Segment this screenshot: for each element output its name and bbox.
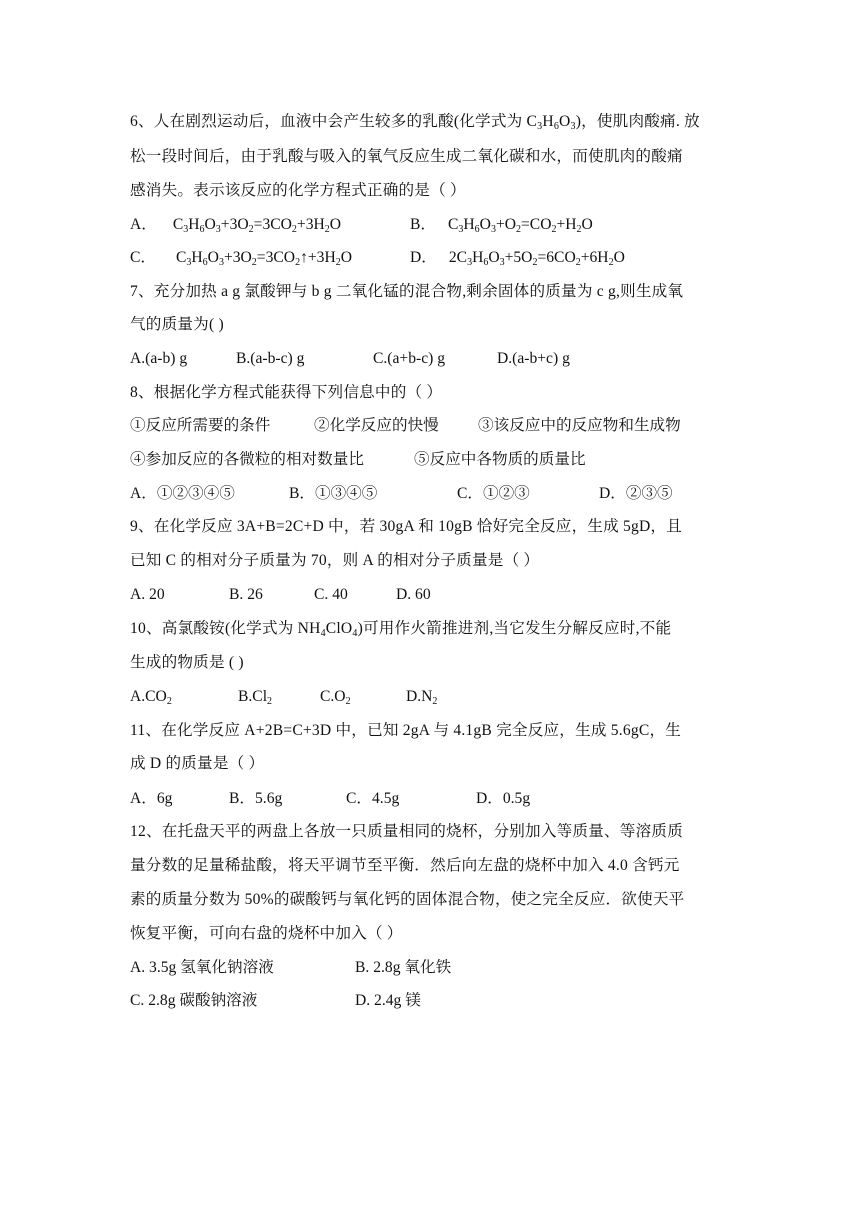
q6-stem-line1: 6、人在剧烈运动后，血液中会产生较多的乳酸(化学式为 $C_3H_6O_3$)，使肌肉酸痛. 放 xyxy=(130,113,700,132)
q10-option-a: $A.CO_2$ xyxy=(130,688,172,707)
q10-option-d: $D.N_2$ xyxy=(406,688,438,707)
q10-option-b: $B.Cl_2$ xyxy=(238,688,273,707)
q7-stem-line1: 7、充分加热 a g 氯酸钾与 b g 二氧化锰的混合物,剩余固体的质量为 c g,则生成氧 xyxy=(130,283,684,300)
q8-option-a: A．①②③④⑤ xyxy=(130,485,235,502)
q10-stem-line2: 生成的物质是 ( ) xyxy=(130,654,244,671)
q8-option-b: B．①③④⑤ xyxy=(289,485,378,502)
q11-option-d: D．0.5g xyxy=(476,790,531,807)
q10-stem-line1: 10、高氯酸铵(化学式为 $NH_4ClO_4$)可用作火箭推进剂,当它发生分解反应时,不能 xyxy=(130,620,672,639)
q7-option-d: D.(a-b+c) g xyxy=(497,350,570,367)
q9-option-c: C. 40 xyxy=(314,586,348,603)
q12-stem-line1: 12、在托盘天平的两盘上各放一只质量相同的烧杯，分别加入等质量、等溶质质 xyxy=(130,823,683,840)
q8-item-1: ①反应所需要的条件 xyxy=(130,417,271,434)
q12-option-d: D. 2.4g 镁 xyxy=(355,992,421,1009)
q12-option-b: B. 2.8g 氧化铁 xyxy=(355,959,452,976)
q6-option-c: C． $C_3H_6O_3+3O_2=3CO_2↑+3H_2O$ xyxy=(130,249,352,268)
q12-stem-line4: 恢复平衡，可向右盘的烧杯中加入（ ） xyxy=(130,925,403,942)
q8-item-4: ④参加反应的各微粒的相对数量比 xyxy=(130,451,364,468)
q9-stem-line2: 已知 C 的相对分子质量为 70，则 A 的相对分子质量是（ ） xyxy=(130,552,540,569)
q8-stem: 8、根据化学方程式能获得下列信息中的（ ） xyxy=(130,384,443,401)
q11-stem-line2: 成 D 的质量是（ ） xyxy=(130,755,265,772)
q7-stem-line2: 气的质量为( ) xyxy=(130,316,224,333)
q12-stem-line3: 素的质量分数为 50%的碳酸钙与氧化钙的固体混合物，使之完全反应．欲使天平 xyxy=(130,891,685,908)
q6-option-a: A． $C_3H_6O_3+3O_2=3CO_2+3H_2O$ xyxy=(130,216,342,235)
q8-option-d: D．②③⑤ xyxy=(599,485,673,502)
q8-option-c: C．①②③ xyxy=(457,485,530,502)
q8-item-3: ③该反应中的反应物和生成物 xyxy=(478,417,681,434)
q10-option-c: $C.O_2$ xyxy=(320,688,351,707)
q12-option-a: A. 3.5g 氢氧化钠溶液 xyxy=(130,959,274,976)
q6-stem-line2: 松一段时间后，由于乳酸与吸入的氧气反应生成二氧化碳和水，而使肌肉的酸痛 xyxy=(130,148,683,165)
q11-option-b: B．5.6g xyxy=(229,790,283,807)
q8-item-2: ②化学反应的快慢 xyxy=(314,417,439,434)
q8-item-5: ⑤反应中各物质的质量比 xyxy=(414,451,586,468)
q6-stem-line3: 感消失。表示该反应的化学方程式正确的是（ ） xyxy=(130,182,466,199)
q7-option-a: A.(a-b) g xyxy=(130,350,188,367)
q6-option-d: D． $2C_3H_6O_3+5O_2=6CO_2+6H_2O$ xyxy=(410,249,625,268)
q9-option-b: B. 26 xyxy=(229,586,263,603)
q6-option-b: B． $C_3H_6O_3+O_2=CO_2+H_2O$ xyxy=(410,216,593,235)
q11-option-c: C．4.5g xyxy=(346,790,400,807)
q7-option-c: C.(a+b-c) g xyxy=(373,350,446,367)
q9-option-a: A. 20 xyxy=(130,586,165,603)
q9-option-d: D. 60 xyxy=(396,586,431,603)
q12-option-c: C. 2.8g 碳酸钠溶液 xyxy=(130,992,258,1009)
q12-stem-line2: 量分数的足量稀盐酸，将天平调节至平衡．然后向左盘的烧杯中加入 4.0 含钙元 xyxy=(130,857,680,874)
q11-option-a: A．6g xyxy=(130,790,173,807)
q9-stem-line1: 9、在化学反应 3A+B=2C+D 中，若 30gA 和 10gB 恰好完全反应，生成 5gD，且 xyxy=(130,518,683,535)
q7-option-b: B.(a-b-c) g xyxy=(236,350,305,367)
q11-stem-line1: 11、在化学反应 A+2B=C+3D 中，已知 2gA 与 4.1gB 完全反应，生成 5.6gC，生 xyxy=(130,722,682,739)
